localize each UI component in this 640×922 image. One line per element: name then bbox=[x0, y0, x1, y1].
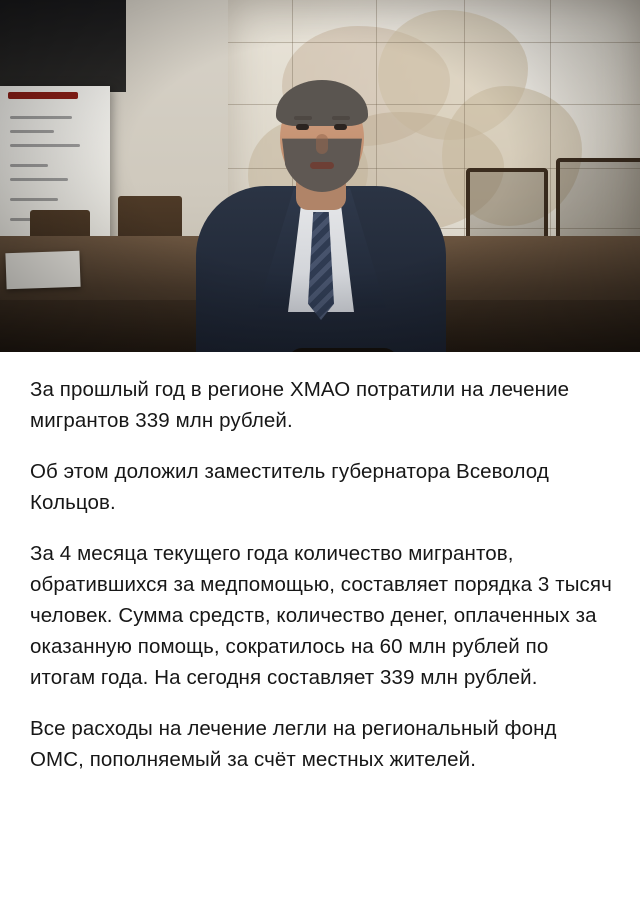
article-paragraph: Все расходы на лечение легли на региональный фонд ОМС, пополняемый за счёт местных жителей. bbox=[30, 717, 557, 771]
microphone-icon bbox=[288, 348, 398, 352]
news-photo bbox=[0, 0, 640, 352]
papers-icon bbox=[5, 251, 80, 290]
window-dark-area bbox=[0, 0, 126, 92]
article-body bbox=[0, 352, 640, 787]
article-paragraph: За 4 месяца текущего года количество мигрантов, обратившихся за медпомощью, составляет порядка 3 тысяч человек. Сумма средств, количество денег, оплаченных за оказанную помощь, сократилось на 60 млн рублей по итогам года. На сегодня составляет 339 млн рублей. bbox=[30, 542, 612, 689]
person-figure bbox=[196, 66, 446, 352]
article-paragraph: Об этом доложил заместитель губернатора Всеволод Кольцов. bbox=[30, 460, 549, 514]
article-paragraph: За прошлый год в регионе ХМАО потратили на лечение мигрантов 339 млн рублей. bbox=[30, 378, 570, 432]
